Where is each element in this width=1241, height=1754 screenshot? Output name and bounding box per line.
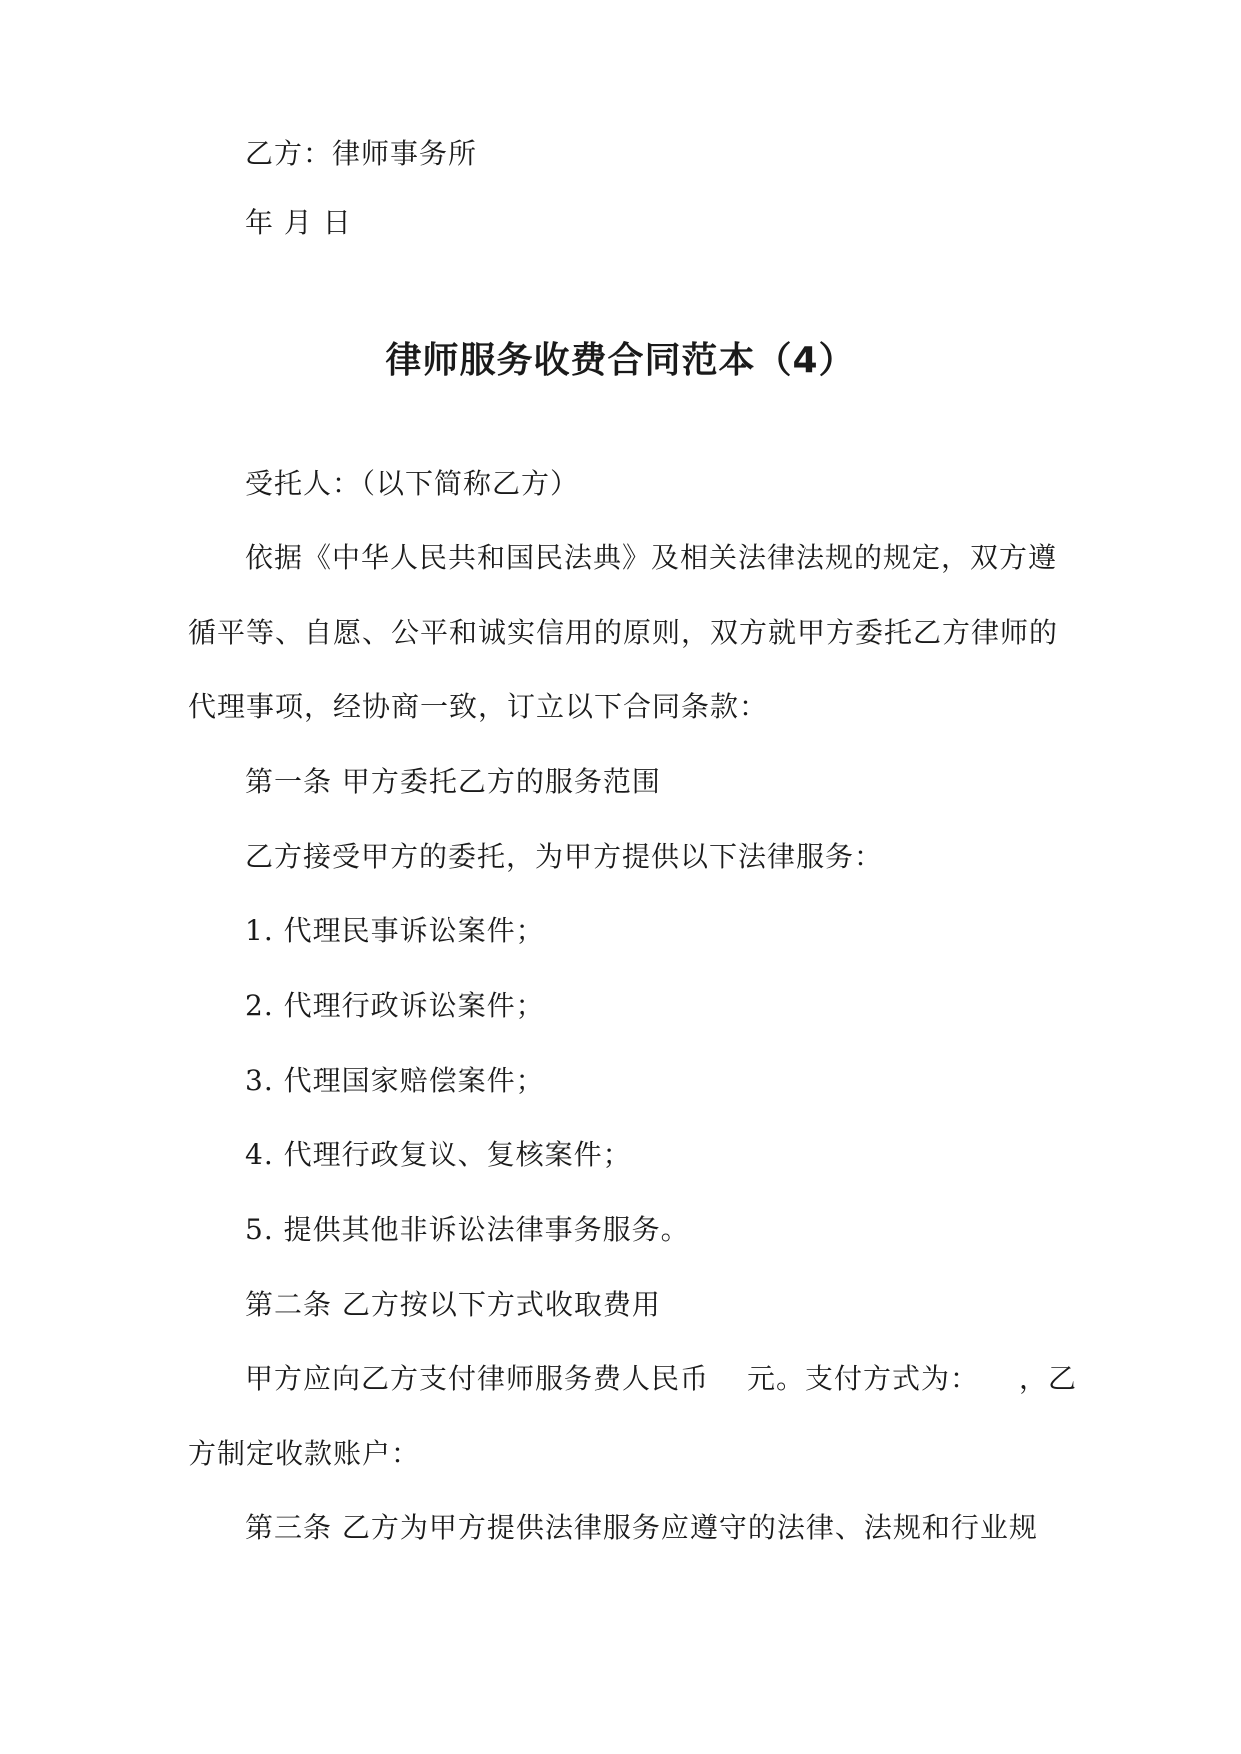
list-item: 3. 代理国家赔偿案件； [245, 1064, 545, 1097]
article-1-heading: 第一条 甲方委托乙方的服务范围 [245, 765, 661, 798]
list-item: 1. 代理民事诉讼案件； [245, 914, 545, 947]
fee-text-b: 元。支付方式为： [747, 1362, 980, 1395]
fee-text-a: 甲方应向乙方支付律师服务费人民币 [245, 1362, 710, 1395]
list-item: 2. 代理行政诉讼案件； [245, 989, 545, 1022]
client-line: 受托人：（以下简称乙方） [245, 467, 580, 500]
signature-date: 年 月 日 [245, 206, 352, 239]
list-item: 4. 代理行政复议、复核案件； [245, 1138, 632, 1171]
article-1-intro: 乙方接受甲方的委托，为甲方提供以下法律服务： [245, 840, 884, 873]
basis-paragraph-line-2: 循平等、自愿、公平和诚实信用的原则，双方就甲方委托乙方律师的 [188, 616, 1059, 649]
article-3-heading: 第三条 乙方为甲方提供法律服务应遵守的法律、法规和行业规 [245, 1511, 1038, 1544]
signature-party-b: 乙方：律师事务所 [245, 137, 478, 170]
article-2-heading: 第二条 乙方按以下方式收取费用 [245, 1288, 661, 1321]
list-item: 5. 提供其他非诉讼法律事务服务。 [245, 1213, 690, 1246]
document-title: 律师服务收费合同范本（4） [385, 340, 856, 381]
basis-paragraph-line-3: 代理事项，经协商一致，订立以下合同条款： [188, 690, 769, 723]
fee-paragraph-line-1 [245, 1362, 1077, 1396]
fee-text-c: ，乙 [1019, 1362, 1078, 1395]
fee-paragraph-line-2: 方制定收款账户： [188, 1437, 421, 1470]
basis-paragraph-line-1: 依据《中华人民共和国民法典》及相关法律法规的规定，双方遵 [245, 541, 1058, 574]
